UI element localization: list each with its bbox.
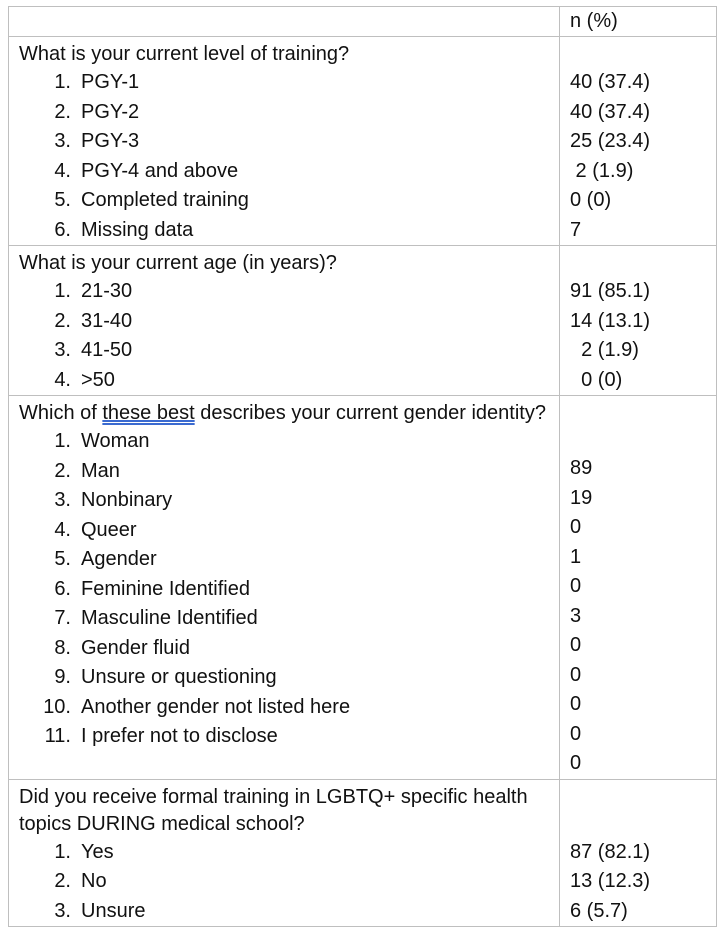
question-text: Did you receive formal training in LGBTQ+ specific health topics DURING medical school? xyxy=(19,785,528,835)
item-value: 13 (12.3) xyxy=(570,870,651,892)
item-number: 2. xyxy=(54,459,71,482)
list-item xyxy=(9,68,559,98)
list-item xyxy=(9,838,559,868)
item-value: 0 xyxy=(570,693,582,715)
list-item xyxy=(9,457,559,487)
item-label: Woman xyxy=(81,430,150,452)
item-number: 8. xyxy=(54,636,71,659)
question-cell xyxy=(9,246,560,396)
value-cell xyxy=(560,246,717,396)
item-label: Masculine Identified xyxy=(81,607,258,629)
item-number: 5. xyxy=(54,548,71,570)
item-label: >50 xyxy=(81,368,115,391)
item-value: 87 (82.1) xyxy=(570,840,651,863)
list-item xyxy=(9,186,559,216)
item-number: 2. xyxy=(54,870,71,892)
list-item xyxy=(9,127,559,157)
item-label: 21-30 xyxy=(81,280,133,302)
item-value: 3 xyxy=(570,604,582,627)
item-number: 1. xyxy=(54,430,71,452)
value-cell xyxy=(560,779,717,927)
list-item xyxy=(9,722,559,752)
item-value: 0 (0) xyxy=(570,368,623,391)
item-value: 25 (23.4) xyxy=(570,130,651,152)
item-label: Yes xyxy=(81,840,114,863)
question-text: What is your current age (in years)? xyxy=(19,252,337,274)
item-label: Nonbinary xyxy=(81,489,173,511)
list-item xyxy=(9,366,559,396)
item-value: 1 xyxy=(570,545,582,568)
item-value: 2 (1.9) xyxy=(570,159,634,182)
item-label: PGY-2 xyxy=(81,100,140,123)
item-label: 31-40 xyxy=(81,309,133,332)
item-number: 3. xyxy=(54,130,71,152)
item-number: 1. xyxy=(54,840,71,863)
item-label: Man xyxy=(81,459,120,482)
list-item xyxy=(9,307,559,337)
item-number: 1. xyxy=(54,280,71,302)
question-text-pre: Which of xyxy=(19,402,103,424)
item-number: 11. xyxy=(44,725,71,747)
list-item xyxy=(9,545,559,575)
section-lgbtq-training xyxy=(9,779,717,927)
item-number: 9. xyxy=(54,666,71,688)
item-number: 3. xyxy=(54,489,71,511)
item-number: 2. xyxy=(54,100,71,123)
item-value: 89 xyxy=(570,457,593,479)
list-item xyxy=(9,897,559,927)
item-label: Gender fluid xyxy=(81,636,190,659)
item-label: PGY-1 xyxy=(81,71,140,93)
item-number: 2. xyxy=(54,309,71,332)
list-item xyxy=(9,98,559,128)
options-list xyxy=(9,838,559,927)
item-label: 41-50 xyxy=(81,339,133,361)
survey-table xyxy=(8,6,717,927)
list-item xyxy=(9,157,559,187)
item-value: 0 xyxy=(570,575,582,597)
item-number: 5. xyxy=(54,189,71,211)
item-label: Unsure or questioning xyxy=(81,666,277,688)
section-gender-identity xyxy=(9,396,717,780)
header-row xyxy=(9,7,717,37)
list-item xyxy=(9,663,559,693)
options-list xyxy=(9,427,559,752)
item-label: Missing data xyxy=(81,218,194,241)
item-number: 4. xyxy=(54,368,71,391)
item-value: 0 xyxy=(570,516,582,538)
list-item xyxy=(9,336,559,366)
question-text: What is your current level of training? xyxy=(19,43,350,65)
list-item xyxy=(9,575,559,605)
value-cell xyxy=(560,396,717,780)
header-label-cell xyxy=(9,7,560,37)
section-age xyxy=(9,246,717,396)
item-label: Queer xyxy=(81,518,137,541)
item-value: 40 (37.4) xyxy=(570,100,651,123)
item-number: 6. xyxy=(54,577,71,600)
list-item xyxy=(9,427,559,457)
header-value-cell xyxy=(560,7,717,37)
item-value: 6 (5.7) xyxy=(570,899,628,922)
item-value: 0 xyxy=(570,634,582,656)
list-item xyxy=(9,486,559,516)
list-item xyxy=(9,693,559,723)
item-number: 7. xyxy=(54,607,71,629)
question-text xyxy=(9,396,559,427)
item-label: Unsure xyxy=(81,899,146,922)
item-number: 3. xyxy=(54,899,71,922)
options-list xyxy=(9,68,559,245)
item-label: Another gender not listed here xyxy=(81,695,351,718)
header-col2: n (%) xyxy=(570,10,618,32)
list-item xyxy=(9,867,559,897)
list-item xyxy=(9,516,559,546)
item-value: 0 xyxy=(570,663,582,686)
item-value: 19 xyxy=(570,486,593,509)
item-label: No xyxy=(81,870,107,892)
list-item xyxy=(9,604,559,634)
item-number: 4. xyxy=(54,159,71,182)
item-value: 14 (13.1) xyxy=(570,309,651,332)
list-item xyxy=(9,634,559,664)
item-value: 91 (85.1) xyxy=(570,280,651,302)
item-value: 40 (37.4) xyxy=(570,71,651,93)
list-item xyxy=(9,216,559,246)
value-cell xyxy=(560,37,717,246)
list-item xyxy=(9,277,559,307)
item-value: 0 xyxy=(570,752,582,774)
item-value: 0 xyxy=(570,722,582,745)
item-value: 0 (0) xyxy=(570,189,612,211)
item-number: 6. xyxy=(54,218,71,241)
item-label: PGY-4 and above xyxy=(81,159,239,182)
item-number: 4. xyxy=(54,518,71,541)
item-label: I prefer not to disclose xyxy=(81,725,278,747)
item-label: PGY-3 xyxy=(81,130,140,152)
item-value: 2 (1.9) xyxy=(570,339,639,361)
item-number: 10. xyxy=(43,695,71,718)
question-cell xyxy=(9,37,560,246)
item-label: Completed training xyxy=(81,189,249,211)
question-cell xyxy=(9,779,560,927)
item-label: Feminine Identified xyxy=(81,577,250,600)
question-cell xyxy=(9,396,560,780)
section-training-level xyxy=(9,37,717,246)
question-text-underlined: these best xyxy=(102,402,195,424)
item-number: 3. xyxy=(54,339,71,361)
item-label: Agender xyxy=(81,548,157,570)
options-list xyxy=(9,277,559,395)
item-number: 1. xyxy=(54,71,71,93)
question-text-post: describes your current gender identity? xyxy=(194,402,546,424)
item-value: 7 xyxy=(570,218,582,241)
